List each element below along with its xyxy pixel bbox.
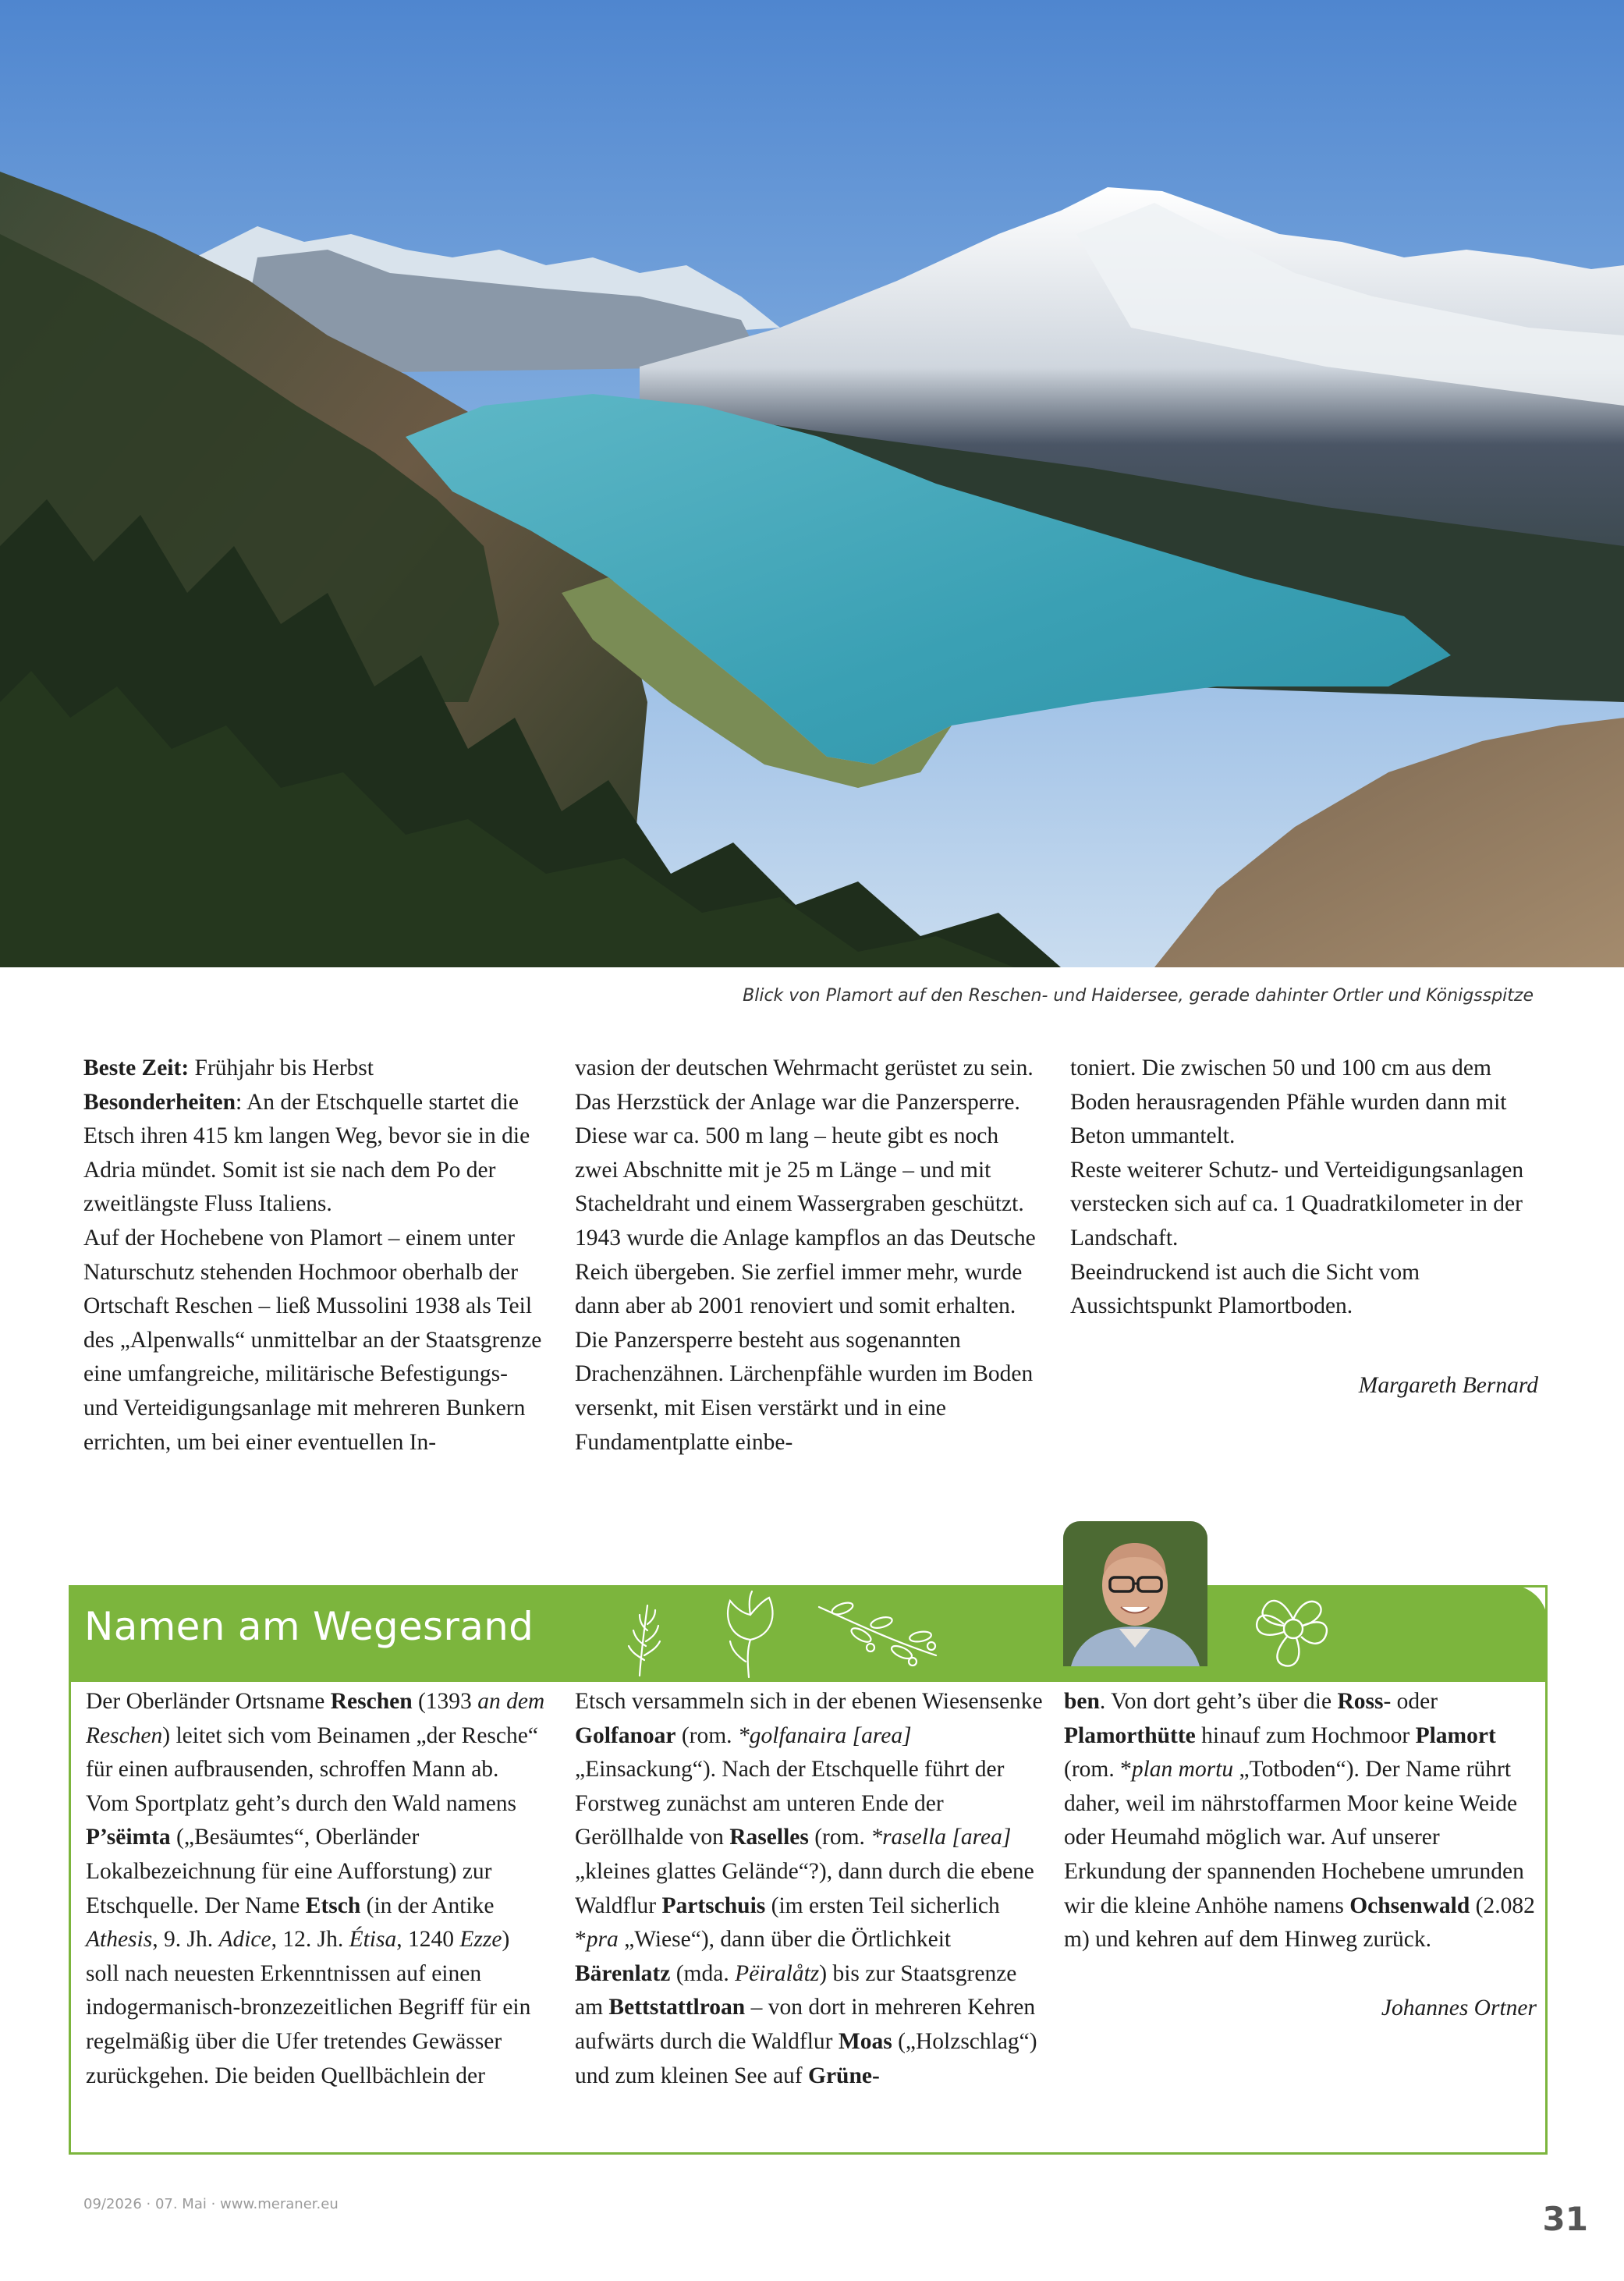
text-run: (rom.: [808, 1825, 871, 1850]
article-paragraph: toniert. Die zwischen 50 und 100 cm aus dem Boden herausragenden Pfähle wurden dann mit Beton ummantelt.: [1070, 1055, 1507, 1149]
place-name: Plamort: [1415, 1722, 1496, 1748]
footer-issue: 09/2026 · 07. Mai · www.meraner.eu: [83, 2196, 339, 2212]
place-name: Moas: [838, 2028, 892, 2054]
text-run: (1393: [412, 1689, 478, 1714]
text-run: „Einsackung“). Nach der Etschquelle führt der Forstweg zunächst am unteren Ende der Geröllhalde von: [575, 1757, 1005, 1850]
botanical-illustration-icon: [593, 1574, 1030, 1680]
text-run: . Von dort geht’s über die: [1099, 1689, 1338, 1714]
names-paragraph: [575, 1685, 1043, 2093]
etymology-form: *golfanaira [area]: [737, 1722, 912, 1748]
names-paragraph: [86, 1685, 546, 2093]
text-run: – von dort in mehreren Kehren aufwärts durch die Waldflur: [575, 1995, 1036, 2054]
text-run: Der Oberländer Ortsname: [86, 1689, 331, 1714]
names-column-3: [1064, 1685, 1537, 2025]
place-name: P’sëimta: [86, 1825, 171, 1850]
names-paragraph: [1064, 1685, 1537, 1957]
text-run: , 1240: [396, 1927, 460, 1953]
text-run: „kleines glattes Gelände“?), dann durch die ebene Waldflur: [575, 1858, 1034, 1918]
article-paragraph: Reste weiterer Schutz- und Verteidigungsanlagen verstecken sich auf ca. 1 Quadratkilometer in der Landschaft.: [1070, 1157, 1524, 1250]
etymology-form: Pëiralåtz: [735, 1960, 820, 1986]
etymology-form: Athesis: [86, 1927, 153, 1953]
author-portrait: [1063, 1521, 1207, 1666]
place-name: Ochsenwald: [1349, 1893, 1470, 1918]
article-paragraph: vasion der deutschen Wehrmacht gerüstet zu sein. Das Herzstück der Anlage war die Panzersperre. Diese war ca. 500 m lang – heute gibt es noch zwei Abschnitte mit je 25 m Länge – und mit Stacheldraht und einem Wassergraben geschützt. 1943 wurde die Anlage kampflos an das Deutsche Reich übergeben. Sie zerfiel immer mehr, wurde dann aber ab 2001 renoviert und somit erhalten. Die Panzersperre besteht aus sogenannten Drachenzähnen. Lärchenpfähle wurden im Boden versenkt, mit Eisen verstärkt und in eine Fundamentplatte einbe-: [575, 1055, 1036, 1455]
place-name: Raselles: [729, 1825, 809, 1850]
article-column-2: [575, 1052, 1043, 1460]
specials-label: Besonderheiten: [83, 1089, 236, 1115]
specials-text: : An der Etschquelle startet die Etsch ihren 415 km langen Weg, bevor sie in die Adria mündet. Somit ist sie nach dem Po der zweitlängste Fluss Italiens.: [83, 1089, 530, 1217]
text-run: , 12. Jh.: [271, 1927, 349, 1953]
etymology-form: Ezze: [459, 1927, 502, 1953]
etymology-form: plan mortu: [1131, 1757, 1234, 1783]
place-name: ben: [1064, 1689, 1100, 1714]
article-paragraph: Auf der Hochebene von Plamort – einem unter Naturschutz stehenden Hochmoor oberhalb der Ortschaft Reschen – ließ Mussolini 1938 als Teil des „Alpenwalls“ unmittelbar an der Staatsgrenze eine umfangreiche, militärische Befestigungs- und Verteidigungsanlage mit mehreren Bunkern errichten, um bei einer eventuellen In-: [83, 1225, 542, 1455]
flower-icon: [1239, 1574, 1348, 1680]
text-run: „Wiese“), dann über die Örtlichkeit: [618, 1927, 952, 1953]
article-column-3: [1070, 1052, 1538, 1403]
article-paragraph: Beeindruckend ist auch die Sicht vom Aussichtspunkt Plamortboden.: [1070, 1259, 1420, 1319]
etymology-form: Adice: [218, 1927, 271, 1953]
text-run: („Holzschlag“) und zum kleinen See auf: [575, 2028, 1037, 2088]
text-run: („Besäumtes“, Oberländer Lokalbezeichnung für eine Aufforstung) zur Etschquelle. Der Name: [86, 1825, 492, 1918]
place-name: Plamorthütte: [1064, 1722, 1196, 1748]
text-run: ) leitet sich vom Beinamen „der Resche“ für einen aufbrausenden, schroffen Mann ab. Vom Sportplatz geht’s durch den Wald namens: [86, 1722, 538, 1816]
place-name: Partschuis: [661, 1893, 766, 1918]
etymology-form: Étisa: [349, 1927, 397, 1953]
place-name: Reschen: [330, 1689, 413, 1714]
text-run: „Totboden“). Der Name rührt daher, weil im nährstoffarmen Moor keine Weide oder Heumahd möglich war. Auf unserer Erkundung der spannenden Hochebene umrunden wir die kleine Anhöhe namens: [1064, 1757, 1524, 1918]
best-time-text: Frühjahr bis Herbst: [189, 1055, 374, 1080]
text-run: (2.082 m) und kehren auf dem Hinweg zurück.: [1064, 1893, 1535, 1953]
names-author: Johannes Ortner: [1381, 1995, 1537, 2020]
text-run: hinauf zum Hochmoor: [1195, 1722, 1416, 1748]
names-column-1: [86, 1685, 546, 2093]
text-run: (im ersten Teil sicherlich *: [575, 1893, 1000, 1953]
place-name: Bettstattlroan: [608, 1995, 746, 2020]
text-run: (rom. *: [1064, 1757, 1132, 1783]
article-author: Margareth Bernard: [1358, 1372, 1538, 1398]
text-run: (mda.: [670, 1960, 736, 1986]
text-run: Etsch versammeln sich in der ebenen Wiesensenke: [575, 1689, 1043, 1714]
article-column-1: [83, 1052, 544, 1460]
text-run: ) bis zur Staatsgrenze am: [575, 1960, 1017, 2020]
text-run: ) soll nach neuesten Erkenntnissen auf einen indogermanisch-bronzezeitlichen Begriff für ein regelmäßig über die Ufer tretendes Gewässer zurückgehen. Die beiden Quellbächlein der: [86, 1927, 531, 2088]
info-paragraph: [83, 1052, 544, 1222]
text-run: , 9. Jh.: [152, 1927, 219, 1953]
etymology-form: an dem Reschen: [86, 1689, 545, 1748]
text-run: - oder: [1383, 1689, 1438, 1714]
place-name: Etsch: [305, 1893, 361, 1918]
etymology-form: pra: [586, 1927, 619, 1953]
page-number: 31: [1542, 2200, 1588, 2238]
etymology-form: *rasella [area]: [871, 1825, 1012, 1850]
photo-caption: Blick von Plamort auf den Reschen- und Haidersee, gerade dahinter Ortler und Königsspitze: [743, 986, 1534, 1006]
place-name: Grüne-: [808, 2063, 880, 2088]
best-time-label: Beste Zeit:: [83, 1055, 190, 1080]
place-name: Golfanoar: [575, 1722, 676, 1748]
names-column-2: [575, 1685, 1043, 2093]
place-name: Bärenlatz: [575, 1960, 671, 1986]
names-box-title: Namen am Wegesrand: [84, 1604, 534, 1649]
hero-photo: [0, 0, 1624, 967]
place-name: Ross: [1337, 1689, 1384, 1714]
text-run: (rom.: [675, 1722, 738, 1748]
text-run: (in der Antike: [360, 1893, 495, 1918]
